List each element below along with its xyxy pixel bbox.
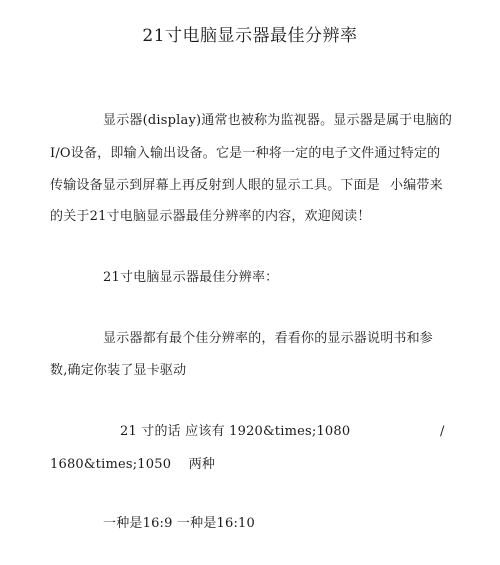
section-heading: 21寸电脑显示器最佳分辨率：: [103, 270, 279, 285]
paragraph-1-line-1: 显示器(display)通常也被称为监视器。显示器是属于电脑的: [103, 113, 453, 128]
resolution-separator: /: [440, 424, 445, 439]
paragraph-2-line-1: 显示器都有最个佳分辨率的，看看你的显示器说明书和参: [103, 331, 434, 346]
paragraph-1-line-2: I/O设备，即输入输出设备。它是一种将一定的电子文件通过特定的: [50, 146, 441, 161]
document-title: 21寸电脑显示器最佳分辨率: [142, 26, 358, 46]
resolution-line-2: 1680&times;1050 两种: [50, 457, 216, 472]
paragraph-1-line-3-tail: 小编带来: [390, 178, 443, 193]
paragraph-1-line-4: 的关于21寸电脑显示器最佳分辨率的内容，欢迎阅读！: [50, 209, 371, 224]
resolution-line-1: 21 寸的话 应该有 1920&times;1080: [120, 424, 351, 439]
aspect-ratio-line: 一种是16:9 一种是16:10: [103, 516, 255, 531]
paragraph-2-line-2: 数,确定你装了显卡驱动: [50, 363, 187, 378]
paragraph-1-line-3: 传输设备显示到屏幕上再反射到人眼的显示工具。下面是: [50, 178, 381, 193]
